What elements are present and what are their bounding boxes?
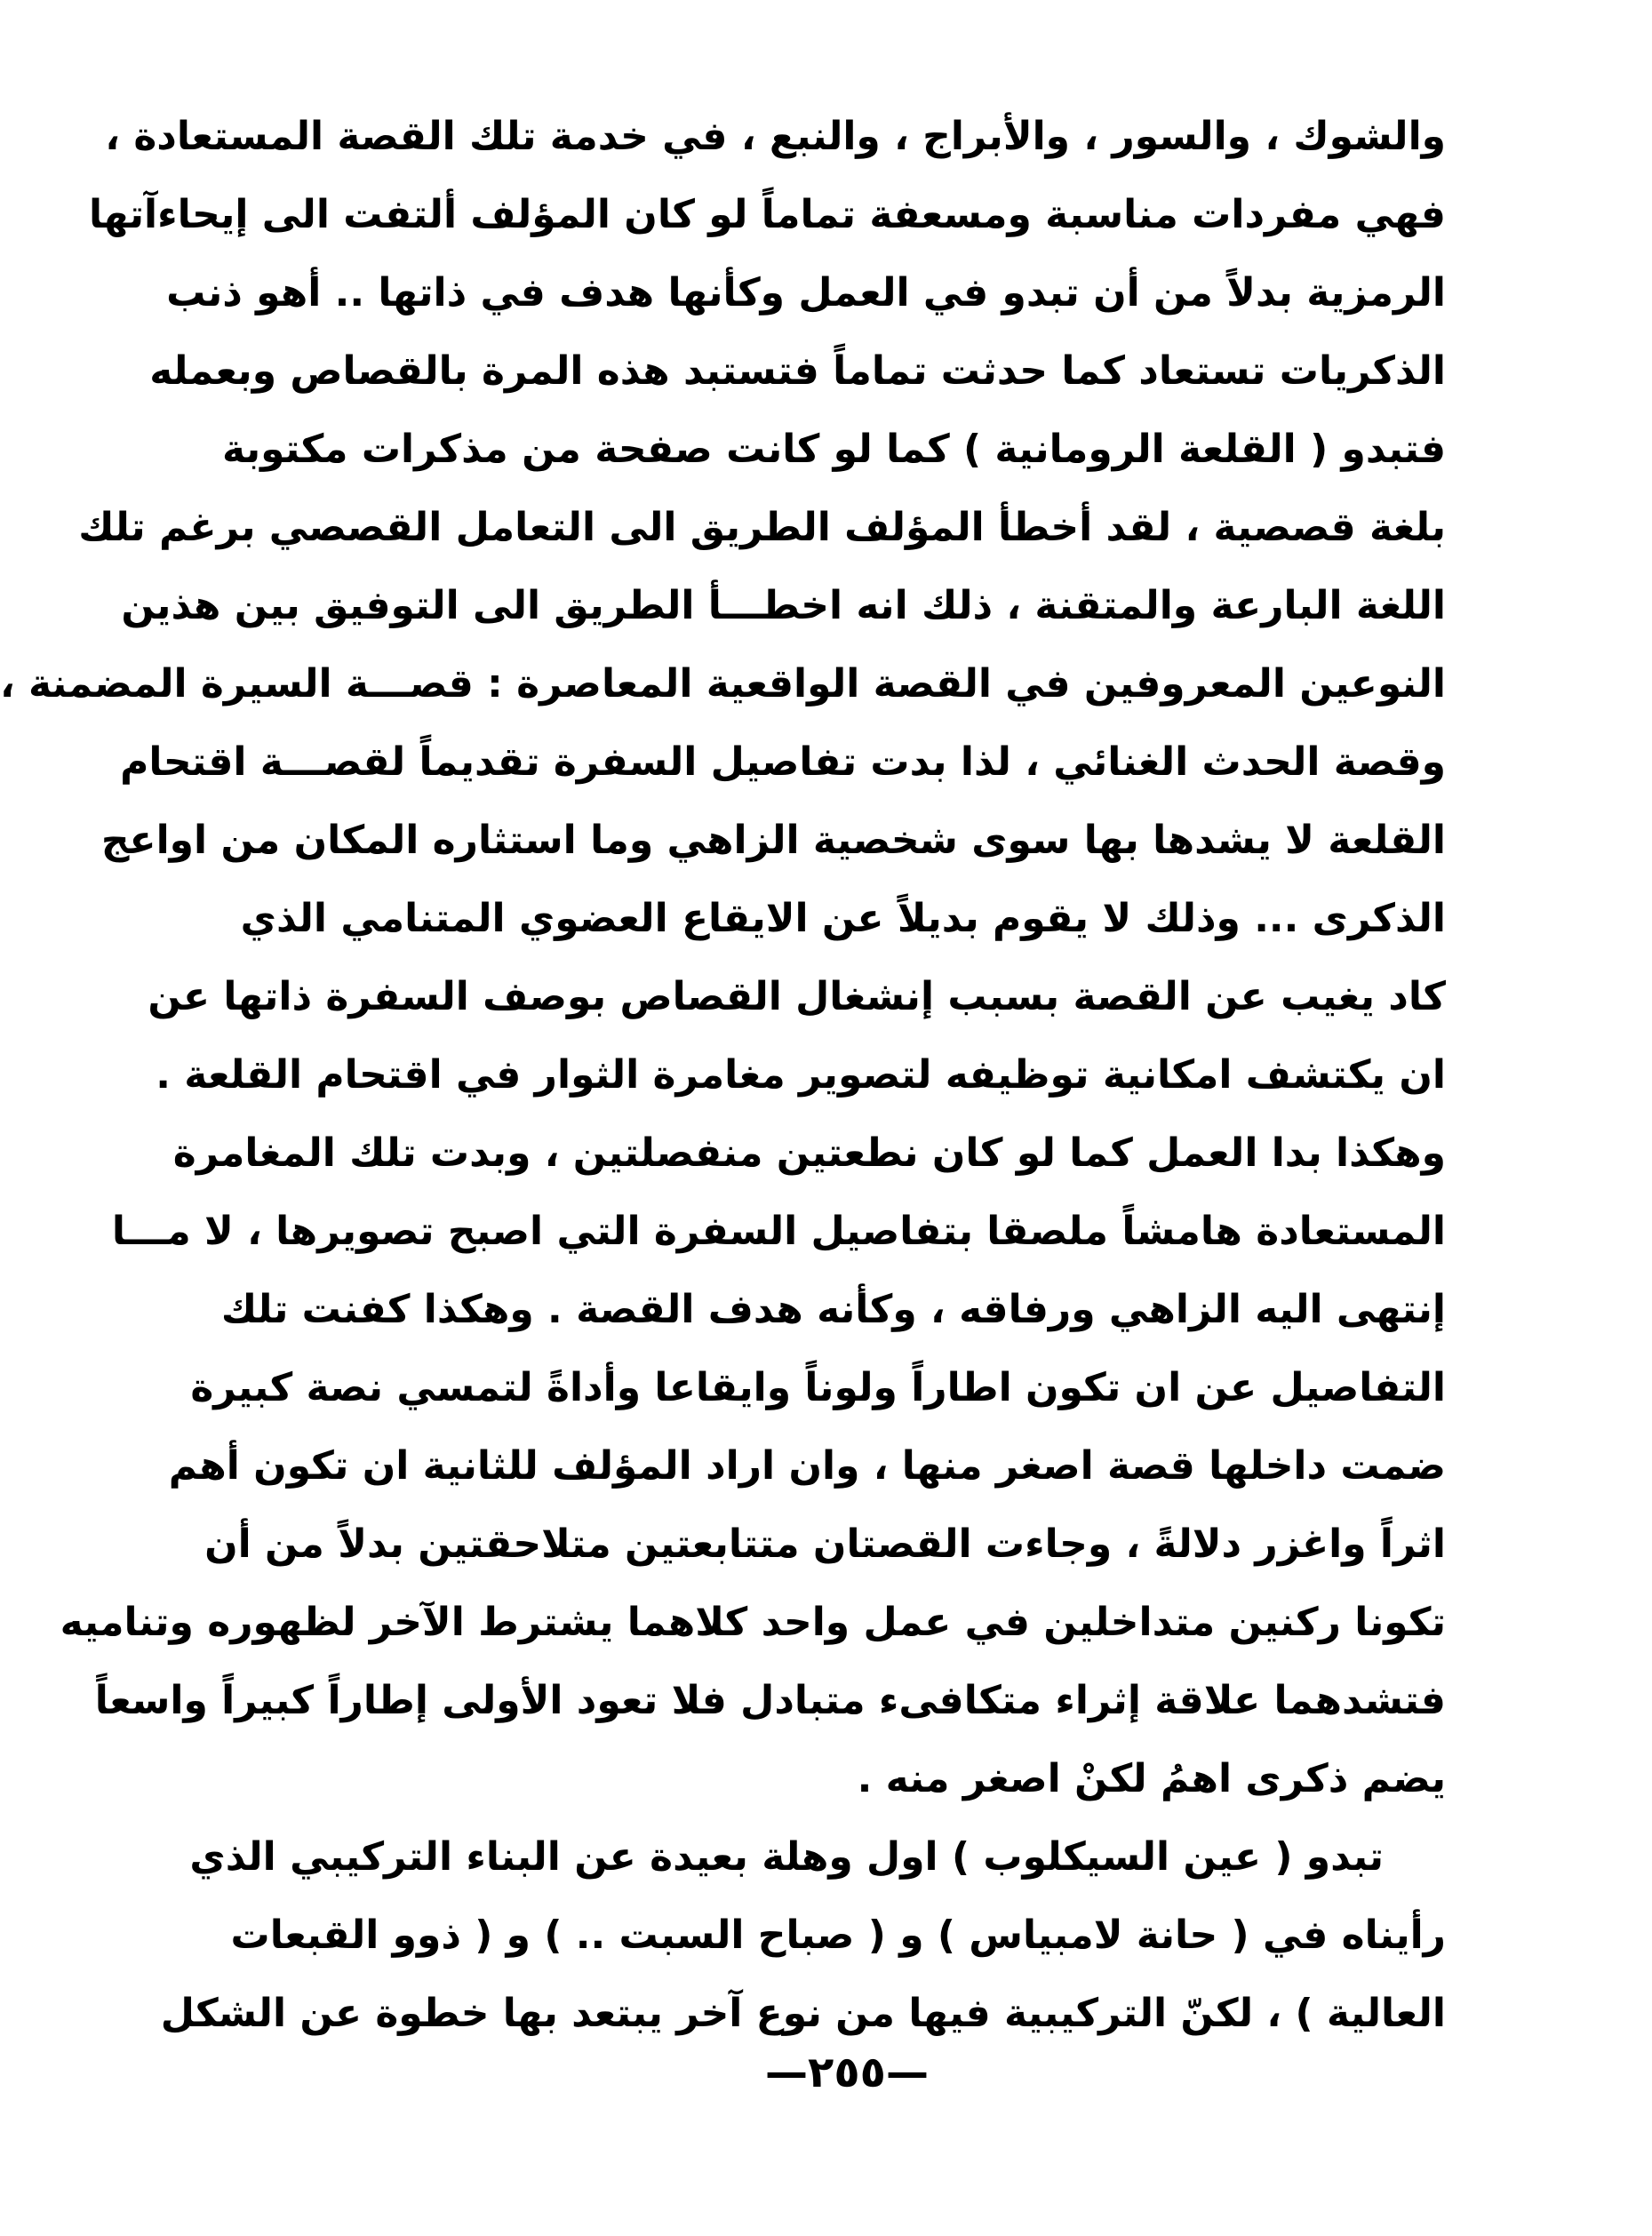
text-line: اثراً واغزر دلالةً ، وجاءت القصتان متتابعتين متلاحقتين بدلاً من أن [204, 1521, 1446, 1567]
text-line: تبدو ( عين السيكلوب ) اول وهلة بعيدة عن البناء التركيبي الذي [189, 1834, 1384, 1880]
text-line: إنتهى اليه الزاهي ورفاقه ، وكأنه هدف القصة . وهكذا كفنت تلك [220, 1287, 1446, 1332]
page-number: —٢٥٥— [765, 2048, 929, 2097]
text-line: بلغة قصصية ، لقد أخطأ المؤلف الطريق الى التعامل القصصي برغم تلك [78, 505, 1446, 550]
text-line: رأيناه في ( حانة لامبياس ) و ( صباح السبت .. ) و ( ذوو القبعات [230, 1913, 1446, 1958]
paragraph-1 [0, 98, 1446, 1818]
text-line: النوعين المعروفين في القصة الواقعية المعاصرة : قصـــة السيرة المضمنة ، [0, 661, 1446, 707]
text-line: وهكذا بدا العمل كما لو كان نطعتين منفصلتين ، وبدت تلك المغامرة [172, 1130, 1446, 1176]
text-line: التفاصيل عن ان تكون اطاراً ولوناً وايقاعا وأداةً لتمسي نصة كبيرة [190, 1365, 1446, 1410]
text-line: ضمت داخلها قصة اصغر منها ، وان اراد المؤلف للثانية ان تكون أهم [168, 1443, 1446, 1489]
text-line: القلعة لا يشدها بها سوى شخصية الزاهي وما استثاره المكان من اواعج [100, 818, 1446, 863]
text-line: تكونا ركنين متداخلين في عمل واحد كلاهما يشترط الآخر لظهوره وتناميه [60, 1600, 1446, 1645]
text-line: فتشدهما علاقة إثراء متكافىء متبادل فلا تعود الأولى إطاراً كبيراً واسعاً [94, 1678, 1446, 1723]
text-line: اللغة البارعة والمتقنة ، ذلك انه اخطـــأ الطريق الى التوفيق بين هذين [121, 583, 1446, 628]
text-line: المستعادة هامشاً ملصقا بتفاصيل السفرة التي اصبح تصويرها ، لا مـــا [111, 1209, 1446, 1254]
paragraph-2 [160, 1818, 1446, 2053]
text-line: وقصة الحدث الغنائي ، لذا بدت تفاصيل السفرة تقديماً لقصـــة اقتحام [120, 739, 1446, 785]
text-line: ان يكتشف امكانية توظيفه لتصوير مغامرة الثوار في اقتحام القلعة . [156, 1052, 1446, 1098]
text-line: فتبدو ( القلعة الرومانية ) كما لو كانت صفحة من مذكرات مكتوبة [221, 427, 1446, 472]
text-line: كاد يغيب عن القصة بسبب إنشغال القصاص بوصف السفرة ذاتها عن [148, 974, 1446, 1019]
text-line: الرمزية بدلاً من أن تبدو في العمل وكأنها هدف في ذاتها .. أهو ذنب [166, 270, 1446, 315]
text-line: فهي مفردات مناسبة ومسعفة تماماً لو كان المؤلف ألتفت الى إيحاءآتها [88, 192, 1446, 237]
text-line: الذكرى ... وذلك لا يقوم بديلاً عن الايقاع العضوي المتنامي الذي [240, 896, 1446, 941]
text-line: يضم ذكرى اهمُ لكنْ اصغر منه . [857, 1756, 1446, 1801]
text-line: والشوك ، والسور ، والأبراج ، والنبع ، في خدمة تلك القصة المستعادة ، [105, 114, 1446, 159]
body-text [0, 98, 1446, 2053]
text-line: الذكريات تستعاد كما حدثت تماماً فتستبد هذه المرة بالقصاص وبعمله [149, 348, 1446, 394]
text-line: العالية ) ، لكنّ التركيبية فيها من نوع آخر يبتعد بها خطوة عن الشكل [160, 1991, 1446, 2036]
